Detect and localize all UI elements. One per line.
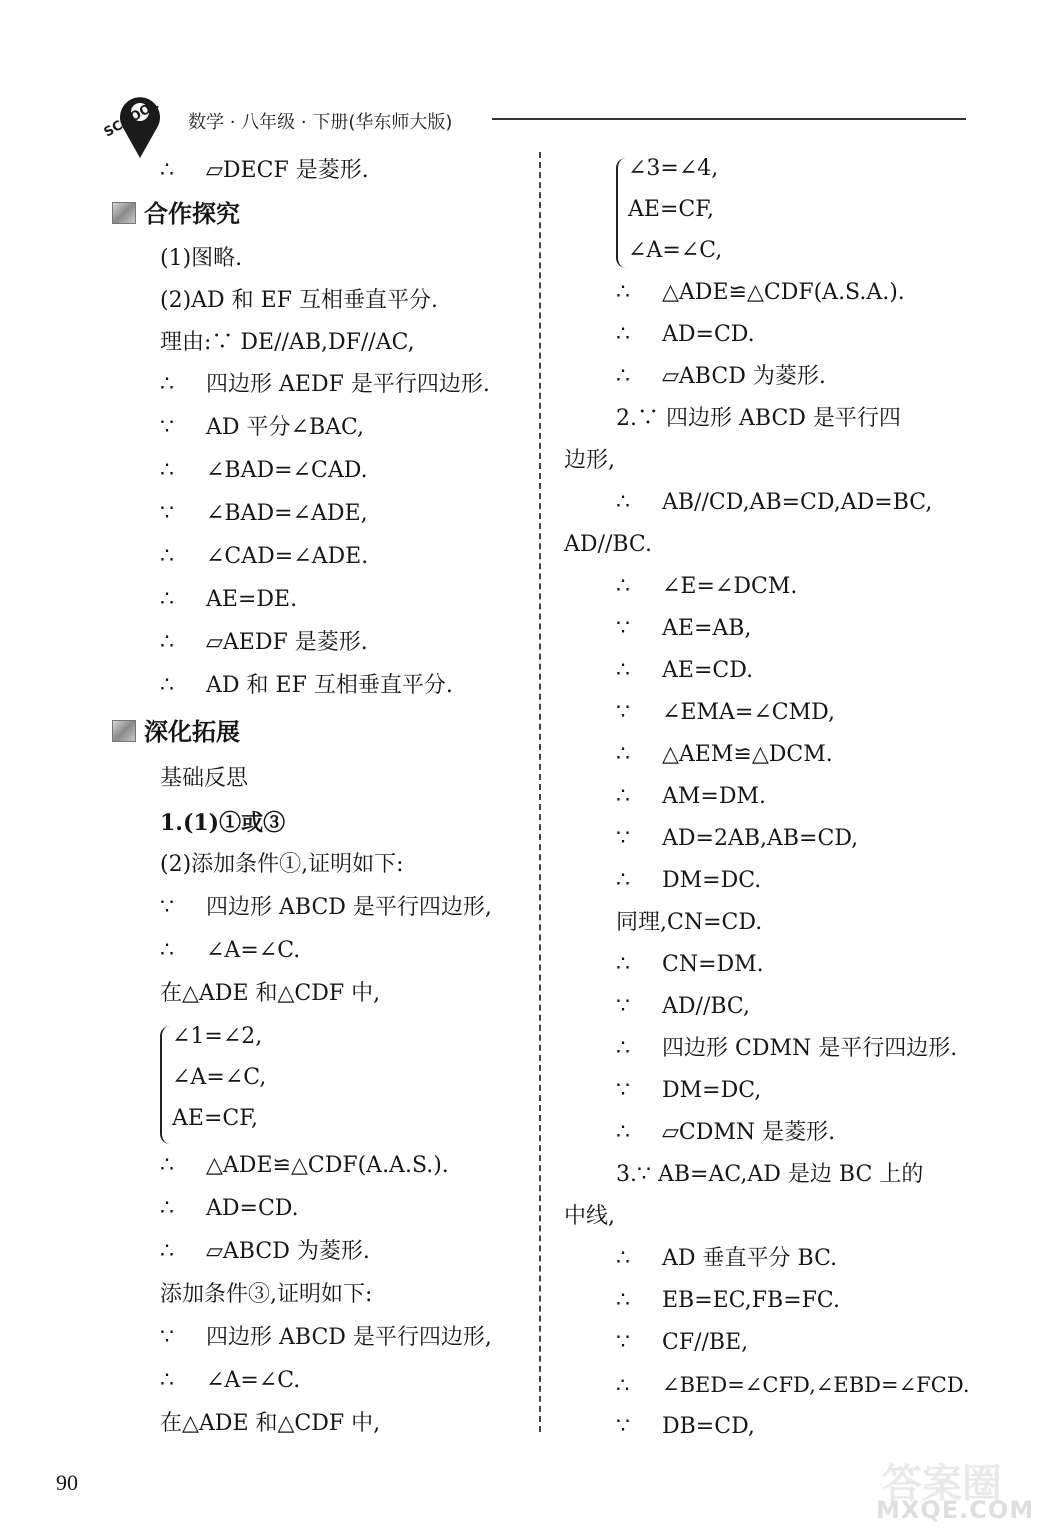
proof-line: ∴ ∠E=∠DCM. <box>616 574 798 599</box>
proof-line: 在△ADE 和△CDF 中, <box>160 1411 381 1436</box>
proof-line: ∴ AD 和 EF 互相垂直平分. <box>160 673 453 698</box>
proof-line: 中线, <box>564 1204 615 1229</box>
proof-line: 在△ADE 和△CDF 中, <box>160 981 381 1006</box>
proof-line: ∴ △ADE≌△CDF(A.S.A.). <box>616 280 905 305</box>
proof-line: ∴ △ADE≌△CDF(A.A.S.). <box>160 1153 449 1178</box>
school-logo <box>100 88 180 158</box>
proof-line: ∴ 四边形 CDMN 是平行四边形. <box>616 1036 958 1061</box>
proof-line: ∴ AM=DM. <box>616 784 767 809</box>
page-number: 90 <box>56 1470 78 1495</box>
proof-line: ∵ ∠EMA=∠CMD, <box>616 700 835 725</box>
logo-text: SCHOOL <box>101 97 162 141</box>
proof-line: ∴ ▱ABCD 为菱形. <box>616 364 826 389</box>
proof-line: ∴ ∠BED=∠CFD,∠EBD=∠FCD. <box>616 1373 970 1397</box>
proof-line: ∵ ∠BAD=∠ADE, <box>160 501 368 526</box>
proof-line: ∴ ∠CAD=∠ADE. <box>160 544 369 569</box>
column-divider <box>539 152 541 1432</box>
proof-line: ∵ AD=2AB,AB=CD, <box>616 826 859 851</box>
header-rule <box>492 118 966 120</box>
proof-line: ∴ AD=CD. <box>616 322 755 347</box>
proof-line: ∴ AD 垂直平分 BC. <box>616 1246 838 1271</box>
proof-line: (2)添加条件①,证明如下: <box>160 852 404 877</box>
proof-line: ∵ CF//BE, <box>616 1330 749 1355</box>
watermark-url: MXQE.COM <box>876 1496 1035 1524</box>
proof-line: ∴ ∠A=∠C. <box>160 1368 301 1393</box>
proof-line: ∴ ▱CDMN 是菱形. <box>616 1120 836 1145</box>
proof-line: ∴ AB//CD,AB=CD,AD=BC, <box>616 490 933 515</box>
header-title: 数学 · 八年级 · 下册(华东师大版) <box>188 112 453 133</box>
proof-line: ∵ DM=DC, <box>616 1078 762 1103</box>
proof-line: ∴ AD=CD. <box>160 1196 299 1221</box>
proof-line: 2.∵ 四边形 ABCD 是平行四 <box>616 406 901 431</box>
page-header <box>100 88 980 158</box>
proof-line: 添加条件③,证明如下: <box>160 1282 373 1307</box>
section-heading: 深化拓展 <box>112 717 240 747</box>
watermark <box>876 1452 1036 1530</box>
proof-line: ∴ EB=EC,FB=FC. <box>616 1288 840 1313</box>
section-heading: 合作探究 <box>112 199 240 229</box>
section-icon <box>112 202 136 224</box>
proof-line: 理由:∵ DE//AB,DF//AC, <box>160 330 415 355</box>
proof-line: ∵ 四边形 ABCD 是平行四边形, <box>160 1325 492 1350</box>
proof-line: ∵ DB=CD, <box>616 1414 755 1439</box>
section-icon <box>112 720 136 742</box>
proof-line: ∴ 四边形 AEDF 是平行四边形. <box>160 372 490 397</box>
proof-line: (1)图略. <box>160 246 243 271</box>
watermark-logo: 答案圈 <box>882 1461 1002 1507</box>
proof-line: 同理,CN=CD. <box>616 910 763 935</box>
proof-line: ∴ ∠A=∠C. <box>160 938 301 963</box>
proof-line: ∴ AE=CD. <box>616 658 754 683</box>
proof-line: 边形, <box>564 448 615 473</box>
proof-line: ∵ AD 平分∠BAC, <box>160 415 365 440</box>
proof-line: ∴ ∠BAD=∠CAD. <box>160 458 368 483</box>
proof-line: ∴ CN=DM. <box>616 952 764 977</box>
proof-line: AD//BC. <box>564 532 652 557</box>
proof-line: 1.(1)①或③ <box>160 810 286 836</box>
proof-line: ∴ ▱AEDF 是菱形. <box>160 630 368 655</box>
proof-line: 基础反思 <box>160 766 249 791</box>
proof-line: ∴ DM=DC. <box>616 868 762 893</box>
proof-line: ∴ △AEM≌△DCM. <box>616 742 833 767</box>
proof-line: ∵ AE=AB, <box>616 616 752 641</box>
proof-line: 3.∵ AB=AC,AD 是边 BC 上的 <box>616 1162 924 1187</box>
proof-line: ∴ ▱ABCD 为菱形. <box>160 1239 370 1264</box>
proof-line: ∴ ▱DECF 是菱形. <box>160 158 369 183</box>
proof-line: (2)AD 和 EF 互相垂直平分. <box>160 288 438 313</box>
proof-line: ∴ AE=DE. <box>160 587 298 612</box>
proof-line: ∵ AD//BC, <box>616 994 750 1019</box>
proof-line: ∵ 四边形 ABCD 是平行四边形, <box>160 895 492 920</box>
